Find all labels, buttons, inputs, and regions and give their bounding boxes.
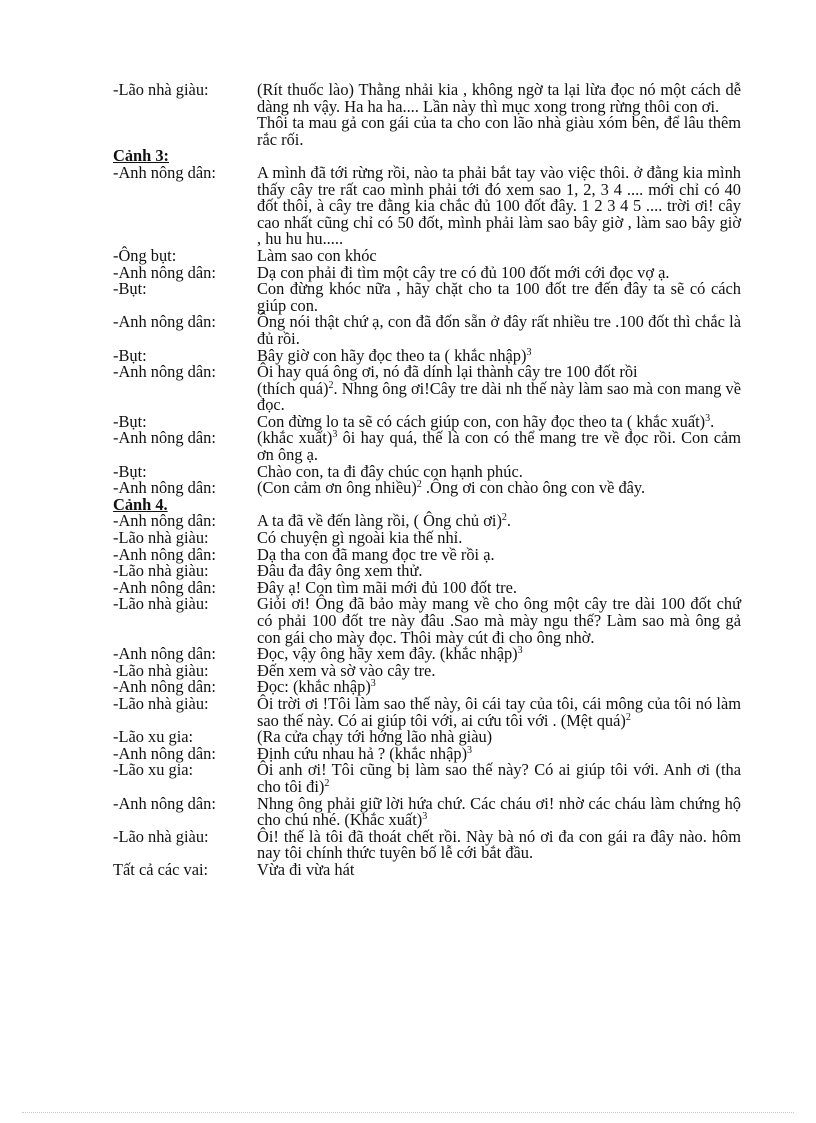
dialogue-text <box>257 762 741 795</box>
speaker-label <box>113 115 257 148</box>
dialogue-main-text: Bây giờ con hãy đọc theo ta ( khắc nhập) <box>257 345 527 365</box>
footnote-marker: 3 <box>517 645 523 657</box>
scene-heading: Cảnh 3: <box>113 146 170 166</box>
dialogue-text <box>257 693 741 730</box>
dialogue-main-text: A mình đã tới rừng rồi, nào ta phải bắt tay vào việc thôi. ở đằng kia mình thấy cây tre rất cao mình phải tới đó xem sao 1, 2, 3 4 .... mới chỉ có 40 đốt thôi, à cây tre đằng kia chắc đủ 100 đốt đây. 1 2 3 4 5 .... trời ơi! cây cao nhất cũng chỉ có 50 đốt, mình phải làm sao bây giờ , làm sao bây giờ , hu hu hu..... <box>257 162 741 249</box>
footnote-marker: 2 <box>416 479 422 491</box>
dialogue-main-text: Ôi hay quá ông ơi, nó đã dính lại thành cây tre 100 đốt rồi <box>257 362 638 382</box>
dialogue-main-text: Dạ tha con đã mang đọc tre về rồi ạ. <box>257 544 495 564</box>
speaker-label: -Ông bụt: <box>113 245 177 265</box>
speaker-label: -Anh nông dân: <box>113 162 216 182</box>
dialogue-main-text: Đây ạ! Con tìm mãi mới đủ 100 đốt tre. <box>257 577 517 597</box>
dialogue-main-text: Ôi! thế là tôi đã thoát chết rồi. Này bà nó ơi đa con gái ra đây nào. hôm nay tôi chính thức tuyên bố lễ cới bắt đầu. <box>257 826 741 863</box>
speaker-label: -Anh nông dân: <box>113 793 216 813</box>
speaker-label: -Bụt: <box>113 461 147 481</box>
speaker-label: -Anh nông dân: <box>113 577 216 597</box>
dialogue-line <box>113 430 741 463</box>
dialogue-line <box>113 793 741 830</box>
dialogue-main-text: Ôi anh ơi! Tôi cũng bị làm sao thế này? Có ai giúp tôi với. Anh ơi (tha cho tôi đi) <box>257 760 741 796</box>
speaker-label: -Lão xu gia: <box>113 727 194 747</box>
script-body <box>113 82 741 879</box>
speaker-label: -Lão xu gia: <box>113 760 194 780</box>
dialogue-main-text: Con đừng khóc nữa , hãy chặt cho ta 100 đốt tre đến đây ta sẽ có cách giúp con. <box>257 279 741 315</box>
dialogue-main-text: (Con cảm ơn ông nhiều) <box>257 478 417 498</box>
speaker-label: -Anh nông dân: <box>113 544 216 564</box>
dialogue-main-text: Thôi ta mau gả con gái của ta cho con lão nhà giàu xóm bên, để lâu thêm rắc rối. <box>257 113 741 149</box>
speaker-label: -Anh nông dân: <box>113 262 216 282</box>
dialogue-main-text: Làm sao con khóc <box>257 245 377 265</box>
speaker-label: -Anh nông dân: <box>113 428 216 448</box>
footnote-marker: 3 <box>370 678 376 690</box>
speaker-label: Tất cả các vai: <box>113 859 209 879</box>
speaker-label: -Anh nông dân: <box>113 511 216 531</box>
dialogue-text <box>257 826 741 863</box>
dialogue-line <box>113 693 741 730</box>
speaker-label: -Anh nông dân: <box>113 644 216 664</box>
speaker-label: -Lão nhà giàu: <box>113 80 209 99</box>
dialogue-main-text: (Ra cửa chạy tới hớng lão nhà giàu) <box>257 727 493 747</box>
speaker-label: -Lão nhà giàu: <box>113 660 209 680</box>
dialogue-main-text: Dạ con phải đi tìm một cây tre có đủ 100 đốt mới cới đọc vợ ạ. <box>257 262 670 282</box>
dialogue-main-text: Có chuyện gì ngoài kia thế nhỉ. <box>257 528 463 548</box>
dialogue-trailing-text: . <box>710 411 715 431</box>
dialogue-text <box>257 162 741 249</box>
speaker-label <box>113 381 257 414</box>
footnote-marker: 3 <box>422 811 428 823</box>
speaker-label: -Bụt: <box>113 279 147 299</box>
footnote-marker: 2 <box>625 711 631 723</box>
dialogue-text <box>257 793 741 830</box>
dialogue-main-text: (khắc xuất) <box>257 428 333 448</box>
dialogue-line <box>113 378 742 415</box>
dialogue-main-text: Nhng ông phải giữ lời hứa chứ. Các cháu ơi! nhờ các cháu làm chứng hộ cho chú nhé. (Khắc xuất) <box>257 793 741 830</box>
footnote-marker: 2 <box>328 379 334 391</box>
dialogue-line <box>113 596 741 646</box>
dialogue-line <box>113 115 741 148</box>
speaker-label: -Lão nhà giàu: <box>113 693 209 713</box>
speaker-label: -Lão nhà giàu: <box>113 594 209 614</box>
dialogue-main-text: (Rít thuốc lào) Thằng nhải kia , không ngờ ta lại lừa đọc nó một cách dễ dàng nh vậy. Ha ha ha.... Lần này thì mục xong trong rừng thôi con ơi. <box>257 80 741 116</box>
dialogue-text <box>257 859 741 879</box>
footnote-marker: 3 <box>526 346 532 358</box>
dialogue-main-text: Giỏi ơi! Ông đã bảo mày mang về cho ông một cây tre dài 100 đốt chứ có phải 100 đốt tre này đâu .Sao mà mày ngu thế? Làm sao mà ông gả con gái cho mày đọc. Thôi mày cút đi cho ông nhờ. <box>257 594 741 647</box>
footnote-marker: 2 <box>501 512 507 524</box>
scene-heading: Cảnh 4. <box>113 494 168 514</box>
dialogue-trailing-text: . Nhng ông ơi!Cây tre dài nh thế này làm sao mà con mang về đọc. <box>257 378 742 415</box>
dialogue-main-text: Đọc: (khắc nhập) <box>257 677 371 697</box>
speaker-label: -Lão nhà giàu: <box>113 826 209 846</box>
dialogue-line <box>113 859 741 879</box>
footnote-marker: 3 <box>332 429 338 441</box>
dialogue-main-text: Ông nói thật chứ ạ, con đã đốn sẵn ở đây rất nhiều tre .100 đốt thì chắc là đủ rồi. <box>257 312 741 348</box>
speaker-label: -Anh nông dân: <box>113 362 216 382</box>
dialogue-main-text: Đọc, vậy ông hãy xem đây. (khắc nhập) <box>257 644 518 664</box>
dialogue-line <box>113 762 741 795</box>
dialogue-line <box>113 826 741 863</box>
dialogue-text <box>257 281 741 314</box>
dialogue-main-text: Vừa đi vừa hát <box>257 859 355 879</box>
dialogue-line <box>113 82 741 115</box>
dialogue-main-text: Đâu đa đây ông xem thử. <box>257 561 423 581</box>
footnote-marker: 3 <box>705 412 711 424</box>
dialogue-text <box>257 115 741 148</box>
dialogue-main-text: Chào con, ta đi đây chúc con hạnh phúc. <box>257 461 523 481</box>
dialogue-main-text: Ôi trời ơi !Tôi làm sao thế này, ôi cái tay của tôi, cái mông của tôi nó làm sao thế này. Có ai giúp tôi với, ai cứu tôi với . (Mệt quá) <box>257 693 741 730</box>
speaker-label: -Bụt: <box>113 411 147 431</box>
speaker-label: -Anh nông dân: <box>113 743 216 763</box>
speaker-label: -Anh nông dân: <box>113 478 216 498</box>
speaker-label: -Bụt: <box>113 345 147 365</box>
dialogue-main-text: Định cứu nhau hả ? (khắc nhập) <box>257 743 468 763</box>
dialogue-text <box>257 378 742 415</box>
dialogue-line <box>113 314 741 347</box>
dialogue-main-text: A ta đã về đến làng rồi, ( Ông chủ ơi) <box>257 511 502 531</box>
dialogue-text <box>257 596 741 646</box>
speaker-label: -Lão nhà giàu: <box>113 561 209 581</box>
dialogue-line <box>113 281 741 314</box>
dialogue-text <box>257 82 741 115</box>
dialogue-text <box>257 314 741 347</box>
dialogue-trailing-text: ôi hay quá, thế là con có thể mang tre về đọc rồi. Con cảm ơn ông ạ. <box>257 428 741 465</box>
dialogue-trailing-text: .Ông ơi con chào ông con về đây. <box>421 478 646 498</box>
dialogue-main-text: (thích quá) <box>257 378 329 398</box>
dialogue-text <box>257 480 741 497</box>
dialogue-main-text: Con đừng lo ta sẽ có cách giúp con, con hãy đọc theo ta ( khắc xuất) <box>257 411 706 431</box>
speaker-label: -Anh nông dân: <box>113 677 216 697</box>
dialogue-trailing-text: . <box>506 511 512 531</box>
footnote-marker: 2 <box>324 777 330 789</box>
page-bottom-rule <box>22 1112 794 1113</box>
dialogue-text <box>257 430 741 463</box>
speaker-label: -Lão nhà giàu: <box>113 528 209 548</box>
dialogue-main-text: Đến xem và sờ vào cây tre. <box>257 660 436 680</box>
dialogue-line <box>113 480 741 497</box>
footnote-marker: 3 <box>467 744 473 756</box>
dialogue-line <box>113 162 741 249</box>
speaker-label: -Anh nông dân: <box>113 312 216 332</box>
